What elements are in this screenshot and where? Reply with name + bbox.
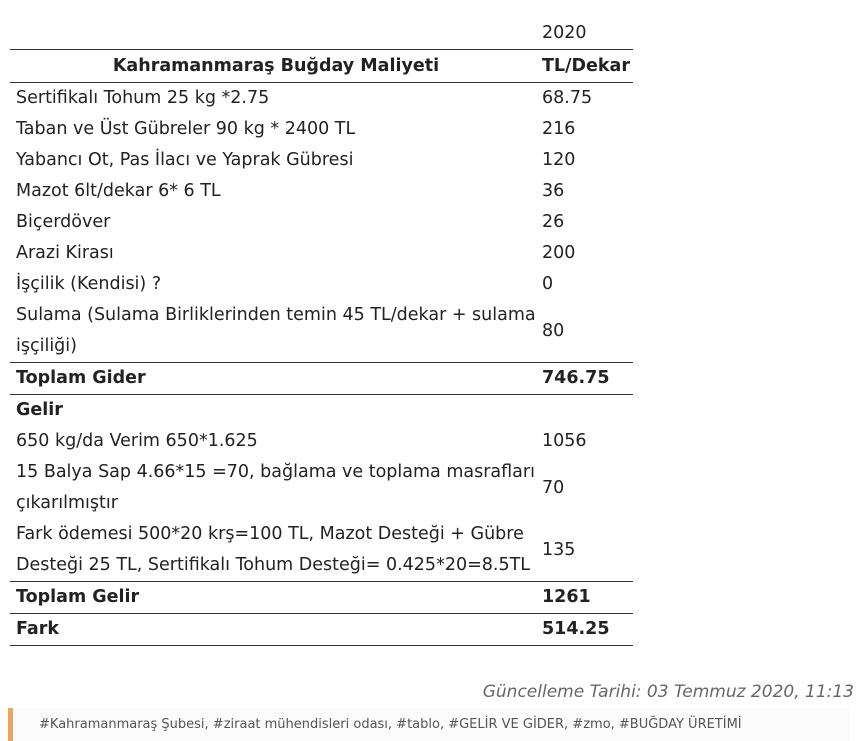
unit-label: TL/Dekar <box>536 50 633 83</box>
total-income-label: Toplam Gelir <box>10 582 536 614</box>
table-row <box>10 269 633 300</box>
row-value: 80 <box>536 300 633 363</box>
total-expense-row <box>10 363 633 395</box>
difference-row <box>10 614 633 646</box>
row-value: 26 <box>542 212 565 232</box>
table-row <box>10 519 633 582</box>
cost-table <box>10 17 633 646</box>
row-value: 1056 <box>542 431 587 451</box>
table-row <box>10 207 633 238</box>
update-date: Güncelleme Tarihi: 03 Temmuz 2020, 11:13 <box>482 682 854 702</box>
row-value: 200 <box>542 243 576 263</box>
difference-value: 514.25 <box>536 614 633 646</box>
total-income-value: 1261 <box>536 582 633 614</box>
total-income-row <box>10 582 633 614</box>
table-title: Kahramanmaraş Buğday Maliyeti <box>10 50 536 83</box>
row-value: 135 <box>536 519 633 582</box>
table-row <box>10 83 633 115</box>
total-expense-label: Toplam Gider <box>10 363 536 395</box>
row-value: 36 <box>542 181 565 201</box>
row-label: Mazot 6lt/dekar 6* 6 TL <box>16 181 221 201</box>
row-label: Biçerdöver <box>16 212 111 232</box>
row-label: Fark ödemesi 500*20 krş=100 TL, Mazot Desteği + Gübre Desteği 25 TL, Sertifikalı Tohum Desteği= 0.425*20=8.5TL <box>10 519 536 582</box>
row-value: 216 <box>542 119 576 139</box>
row-value: 70 <box>542 477 565 498</box>
row-value: 120 <box>542 150 576 170</box>
header-year-row <box>10 17 633 50</box>
table-row <box>10 145 633 176</box>
row-label: Sulama (Sulama Birliklerinden temin 45 TL/dekar + sulama işçiliği) <box>10 300 536 363</box>
table-row <box>10 457 633 519</box>
difference-label: Fark <box>10 614 536 646</box>
income-header-row <box>10 395 633 427</box>
tags-bar[interactable]: #Kahramanmaraş Şubesi, #ziraat mühendisleri odası, #tablo, #GELİR VE GİDER, #zmo, #BUĞDAY ÜRETİMİ <box>8 708 850 741</box>
row-label: Arazi Kirası <box>16 243 114 263</box>
table-row <box>10 426 633 457</box>
table-row <box>10 114 633 145</box>
year-label: 2020 <box>536 17 633 50</box>
table-row <box>10 238 633 269</box>
row-label: 650 kg/da Verim 650*1.625 <box>16 431 258 451</box>
table-row <box>10 300 633 363</box>
row-label: Sertifikalı Tohum 25 kg *2.75 <box>16 88 270 108</box>
row-label: Yabancı Ot, Pas İlacı ve Yaprak Gübresi <box>16 150 354 170</box>
header-row <box>10 50 633 83</box>
row-label: Taban ve Üst Gübreler 90 kg * 2400 TL <box>16 119 356 139</box>
table-row <box>10 176 633 207</box>
total-expense-value: 746.75 <box>536 363 633 395</box>
row-value: 68.75 <box>542 88 593 108</box>
row-label: İşçilik (Kendisi) ? <box>16 274 162 294</box>
row-label: 15 Balya Sap 4.66*15 =70, bağlama ve toplama masrafları çıkarılmıştır <box>16 462 535 513</box>
row-value: 0 <box>542 274 554 294</box>
income-header: Gelir <box>16 400 63 420</box>
